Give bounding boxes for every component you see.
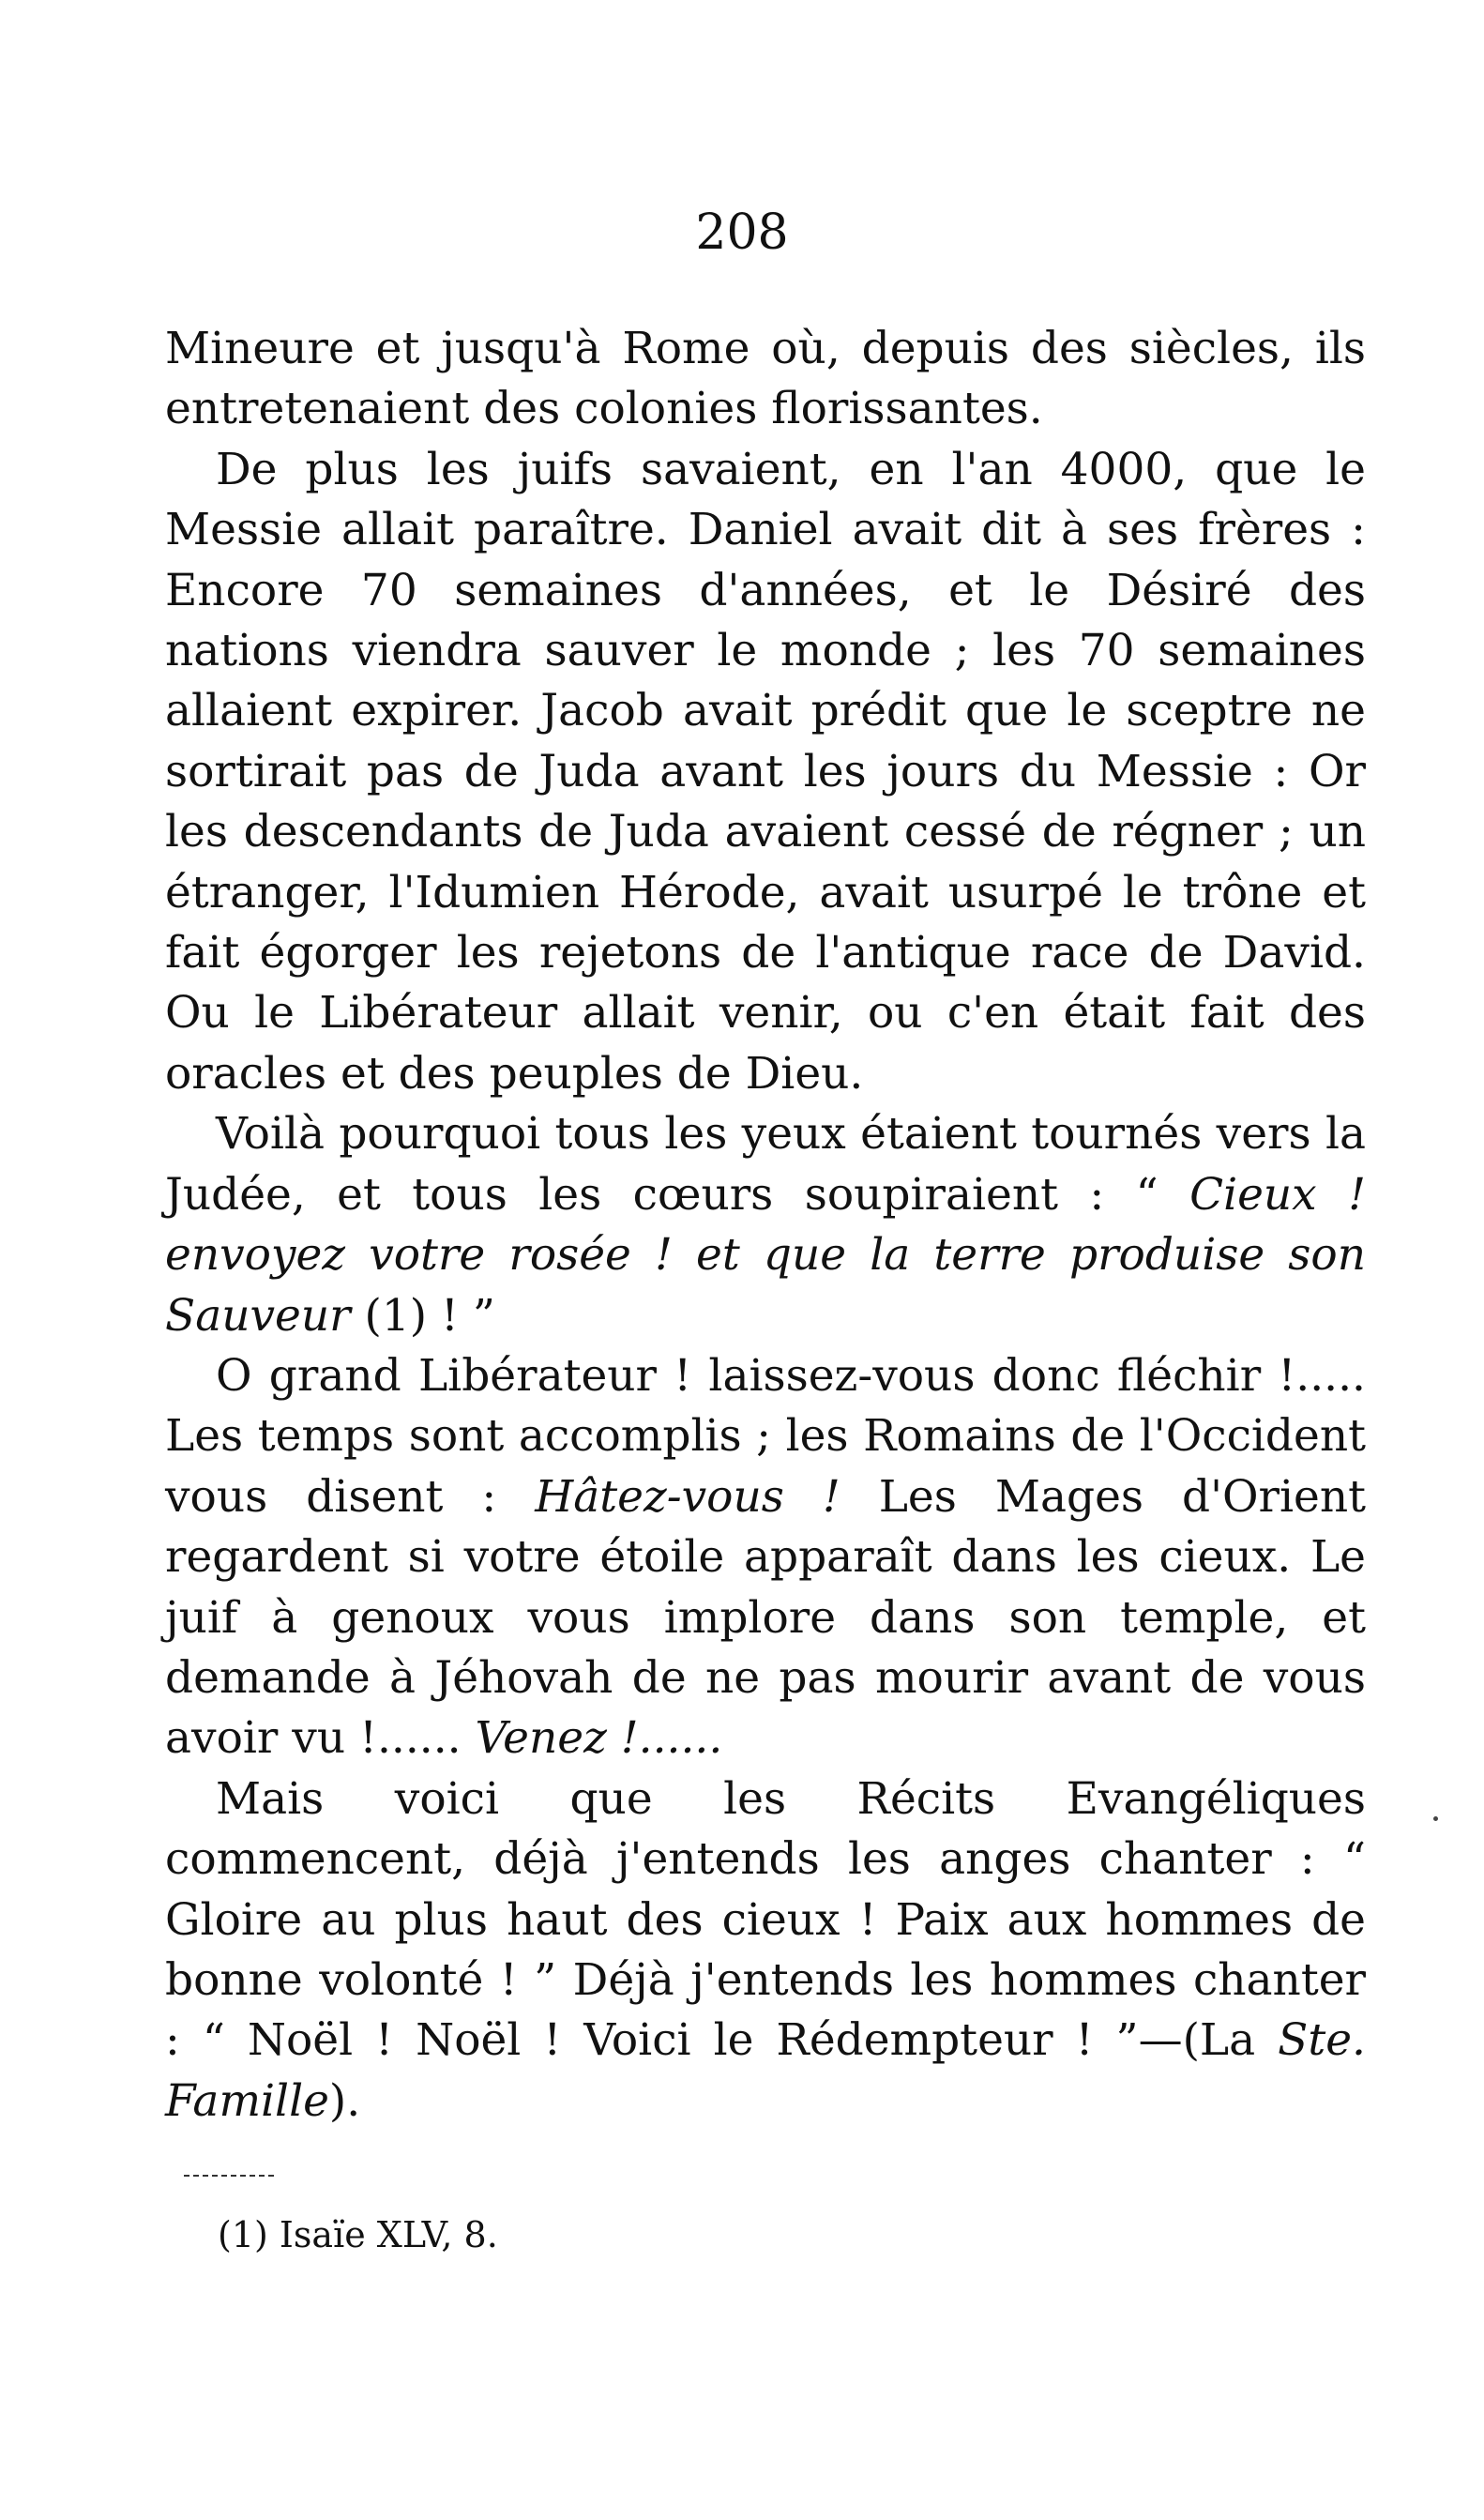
- ink-speck: [1433, 1816, 1438, 1821]
- italic-text-segment: Hâtez-vous !: [535, 1470, 840, 1523]
- text-segment: O grand Libérateur ! laissez-vous donc fléchir !..... Les temps sont accomplis ; les Romains de l'Occident vous disent :: [165, 1349, 1366, 1523]
- paragraph-1: [165, 319, 1366, 440]
- italic-text-segment: Cieux ! envoyez votre rosée ! et que la terre produise son Sauveur: [165, 1168, 1366, 1342]
- text-segment: (1) ! ”: [350, 1289, 495, 1342]
- body-text: [165, 319, 1366, 2132]
- paragraph-5: [165, 1769, 1366, 2132]
- paragraph-4: [165, 1346, 1366, 1769]
- text-segment: Les Mages d'Orient regardent si votre étoile apparaît dans les cieux. Le juif à genoux vous implore dans son temple, et demande à Jéhovah de ne pas mourir avant de vous avoir vu !......: [165, 1470, 1366, 1765]
- page-number: 208: [695, 205, 789, 261]
- footnote-divider: [184, 2175, 274, 2177]
- paragraph-3: [165, 1104, 1366, 1346]
- italic-text-segment: Venez !......: [475, 1712, 723, 1765]
- text-segment: Mais voici que les Récits Evangéliques commencent, déjà j'entends les anges chanter : “ Gloire au plus haut des cieux ! Paix aux hommes de bonne volonté ! ” Déjà j'entends les hommes chanter : “ Noël ! Noël ! Voici le Rédempteur ! ”—(La: [165, 1772, 1366, 2067]
- footnote: (1) Isaïe XLV, 8.: [218, 2214, 498, 2255]
- text-segment: Voilà pourquoi tous les yeux étaient tournés vers la Judée, et tous les cœurs soupiraient : “: [165, 1108, 1366, 1221]
- text-segment: Mineure et jusqu'à Rome où, depuis des siècles, ils entretenaient des colonies florissantes.: [165, 323, 1366, 435]
- paragraph-2: [165, 440, 1366, 1104]
- text-segment: ).: [328, 2074, 361, 2127]
- text-segment: De plus les juifs savaient, en l'an 4000, que le Messie allait paraître. Daniel avait dit à ses frères : Encore 70 semaines d'années, et le Désiré des nations viendra sauver le monde ; les 70 semaines allaient expirer. Jacob avait prédit que le sceptre ne sortirait pas de Juda avant les jours du Messie : Or les descendants de Juda avaient cessé de régner ; un étranger, l'Idumien Hérode, avait usurpé le trône et fait égorger les rejetons de l'antique race de David. Ou le Libérateur allait venir, ou c'en était fait des oracles et des peuples de Dieu.: [165, 443, 1366, 1100]
- italic-text-segment: Ste. Famille: [165, 2014, 1366, 2127]
